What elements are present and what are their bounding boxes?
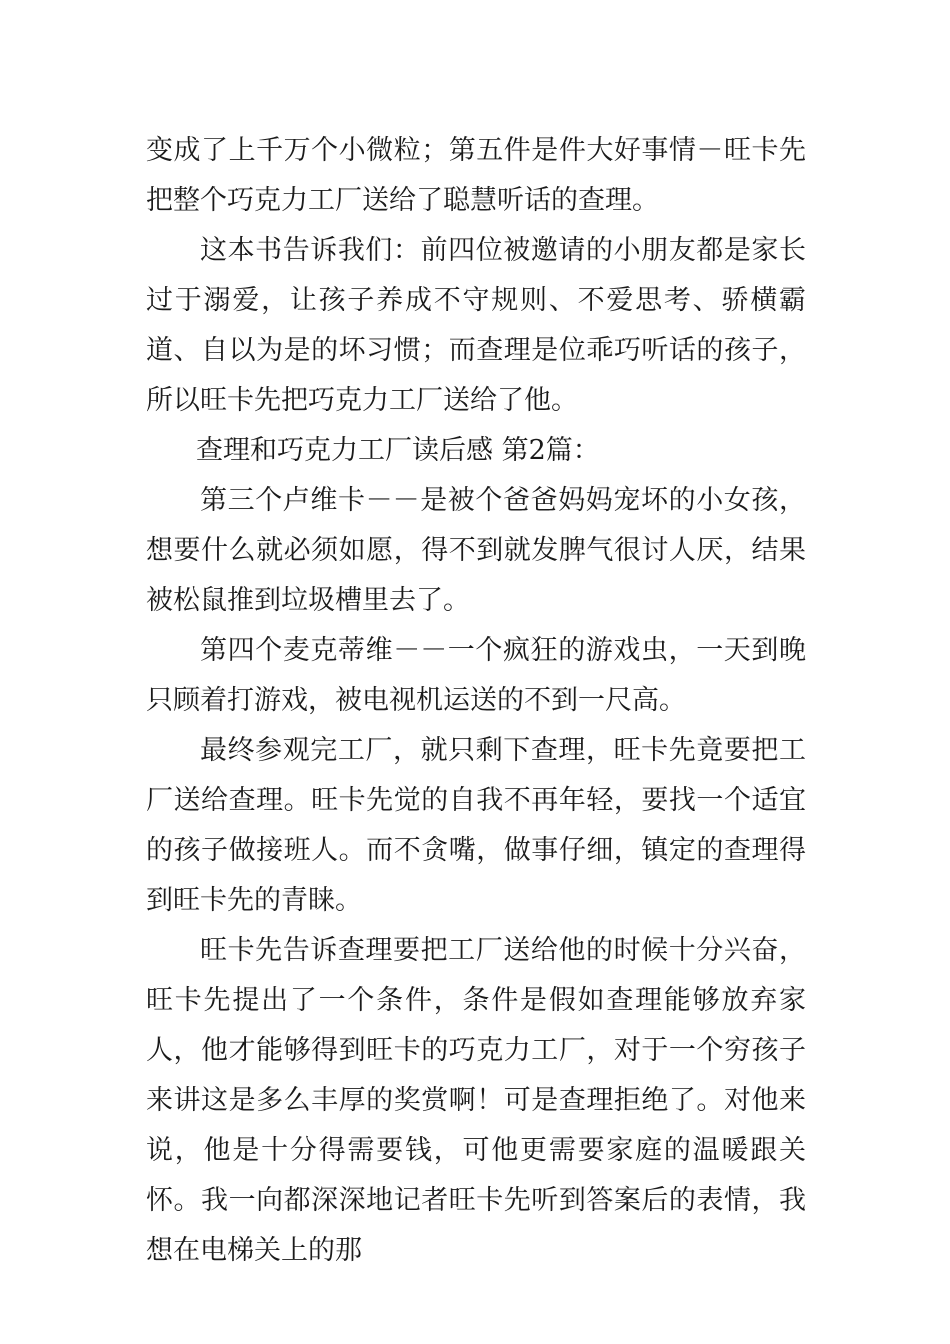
paragraph-2: 这本书告诉我们：前四位被邀请的小朋友都是家长过于溺爱，让孩子养成不守规则、不爱思考、骄横霸道、自以为是的坏习惯；而查理是位乖巧听话的孩子，所以旺卡先把巧克力工厂送给了他。 bbox=[146, 235, 806, 416]
section-heading: 查理和巧克力工厂读后感 第2篇： bbox=[196, 435, 600, 466]
paragraph-5: 最终参观完工厂，就只剩下查理，旺卡先竟要把工厂送给查理。旺卡先觉的自我不再年轻，要找一个适宜的孩子做接班人。而不贪嘴，做事仔细，镇定的查理得到旺卡先的青睐。 bbox=[146, 735, 806, 916]
paragraph-6: 旺卡先告诉查理要把工厂送给他的时候十分兴奋，旺卡先提出了一个条件，条件是假如查理能够放弃家人，他才能够得到旺卡的巧克力工厂，对于一个穷孩子来讲这是多么丰厚的奖赏啊！可是查理拒绝了。对他来说，他是十分得需要钱，可他更需要家庭的温暖跟关怀。我一向都深深地记者旺卡先听到答案后的表情，我想在电梯关上的那 bbox=[146, 935, 806, 1266]
paragraph-3: 第三个卢维卡－－是被个爸爸妈妈宠坏的小女孩，想要什么就必须如愿，得不到就发脾气很讨人厌，结果被松鼠推到垃圾槽里去了。 bbox=[146, 485, 806, 616]
document-body bbox=[146, 126, 806, 1276]
paragraph-1: 变成了上千万个小微粒；第五件是件大好事情－旺卡先把整个巧克力工厂送给了聪慧听话的查理。 bbox=[146, 135, 806, 216]
paragraph-4: 第四个麦克蒂维－－一个疯狂的游戏虫，一天到晚只顾着打游戏，被电视机运送的不到一尺高。 bbox=[146, 635, 806, 716]
